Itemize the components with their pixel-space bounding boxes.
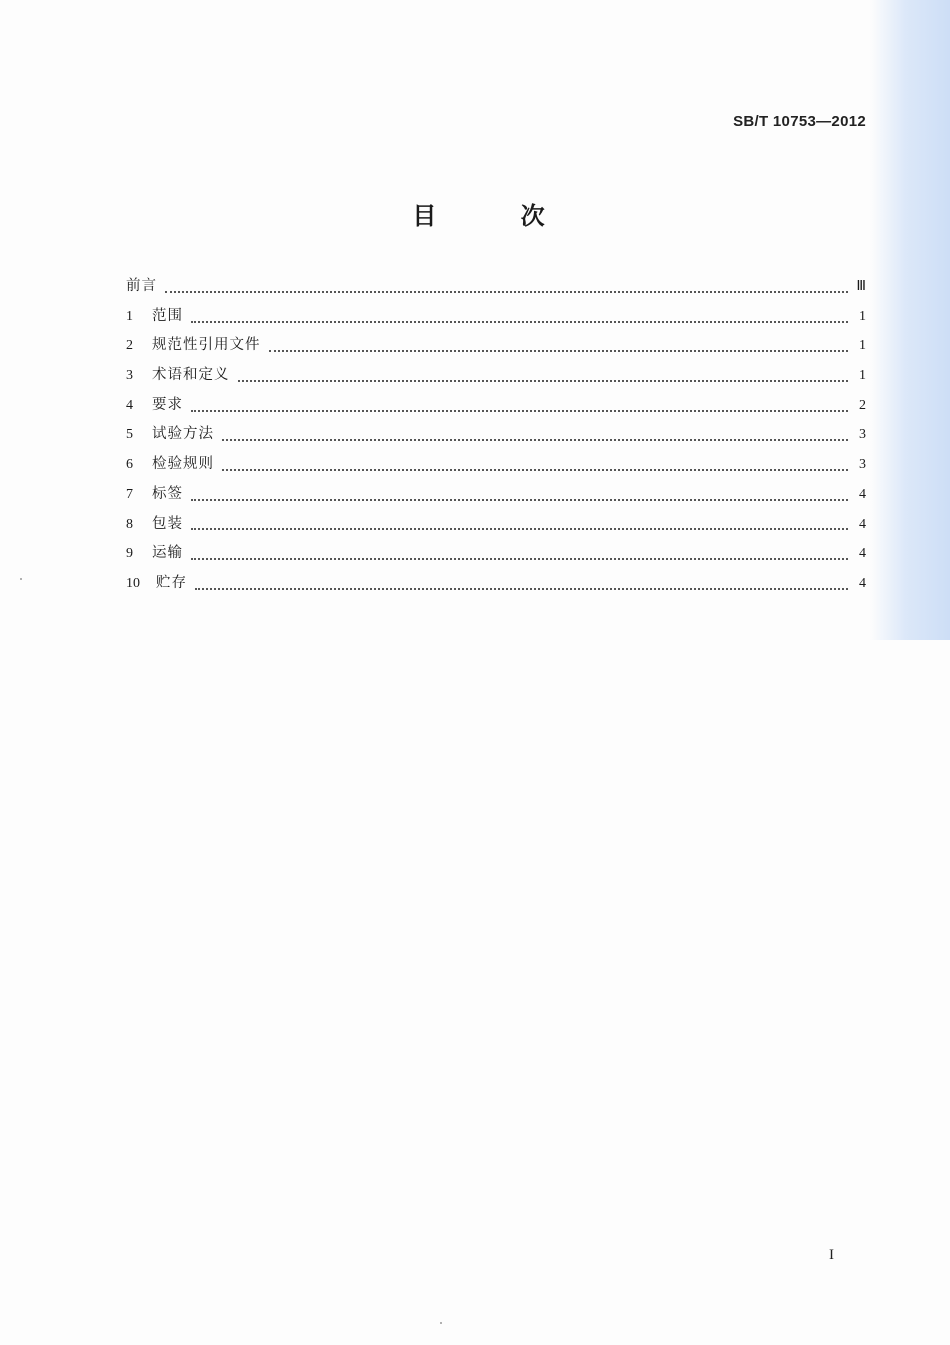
toc-entry-label: 要求 [152,396,183,413]
toc-entry-scope[interactable] [126,303,866,333]
toc-entry-page: 1 [859,368,866,384]
toc-entry-transport[interactable] [126,540,866,570]
toc-title: 目 次 [412,202,583,230]
toc-entry-page: Ⅲ [856,279,866,294]
toc-entry-test-methods[interactable] [126,421,866,451]
toc-leader-dots [191,499,848,501]
toc-entry-number: 6 [126,457,133,473]
toc-entry-label: 检验规则 [152,456,214,473]
toc-entry-number: 3 [126,368,133,384]
toc-entry-normative-references[interactable] [126,332,866,362]
toc-entry-page: 3 [859,457,866,473]
toc-entry-packaging[interactable] [126,511,866,541]
scan-speck [20,578,22,580]
toc-entry-page: 4 [859,575,866,591]
toc-entry-requirements[interactable] [126,392,866,422]
toc-entry-preface[interactable] [126,273,866,303]
toc-entry-page: 4 [859,486,866,502]
toc-leader-dots [165,291,848,293]
toc-leader-dots [191,558,848,560]
toc-entry-number: 10 [126,575,140,591]
table-of-contents [126,273,866,600]
toc-entry-page: 2 [859,397,866,413]
toc-entry-label: 运输 [152,545,183,562]
toc-entry-number: 2 [126,338,133,354]
toc-entry-terms-definitions[interactable] [126,362,866,392]
toc-entry-label: 标签 [152,485,183,502]
toc-entry-label: 术语和定义 [152,367,230,384]
document-code: SB/T 10753—2012 [733,113,866,130]
toc-entry-label: 包装 [152,515,183,532]
toc-entry-label: 试验方法 [152,426,214,443]
scan-edge-tint [870,0,950,640]
toc-entry-inspection-rules[interactable] [126,451,866,481]
toc-entry-labeling[interactable] [126,481,866,511]
toc-entry-label: 范围 [152,307,183,324]
toc-entry-page: 4 [859,516,866,532]
toc-leader-dots [191,321,848,323]
toc-entry-page: 1 [859,308,866,324]
toc-leader-dots [222,439,848,441]
toc-entry-label: 贮存 [156,574,187,591]
scan-speck [440,1322,442,1324]
toc-entry-number: 1 [126,308,133,324]
toc-entry-page: 4 [859,546,866,562]
toc-entry-number: 7 [126,486,133,502]
page-number: I [829,1247,834,1263]
toc-entry-page: 1 [859,338,866,354]
toc-entry-number: 8 [126,516,133,532]
toc-entry-label: 规范性引用文件 [152,337,261,354]
toc-entry-label: 前言 [126,278,157,294]
toc-entry-page: 3 [859,427,866,443]
toc-leader-dots [195,588,848,590]
toc-leader-dots [222,469,848,471]
toc-entry-storage[interactable] [126,570,866,600]
toc-entry-number: 4 [126,397,133,413]
toc-leader-dots [191,528,848,530]
toc-entry-number: 9 [126,546,133,562]
toc-leader-dots [191,410,848,412]
toc-entry-number: 5 [126,427,133,443]
toc-leader-dots [269,350,849,352]
toc-leader-dots [238,380,849,382]
